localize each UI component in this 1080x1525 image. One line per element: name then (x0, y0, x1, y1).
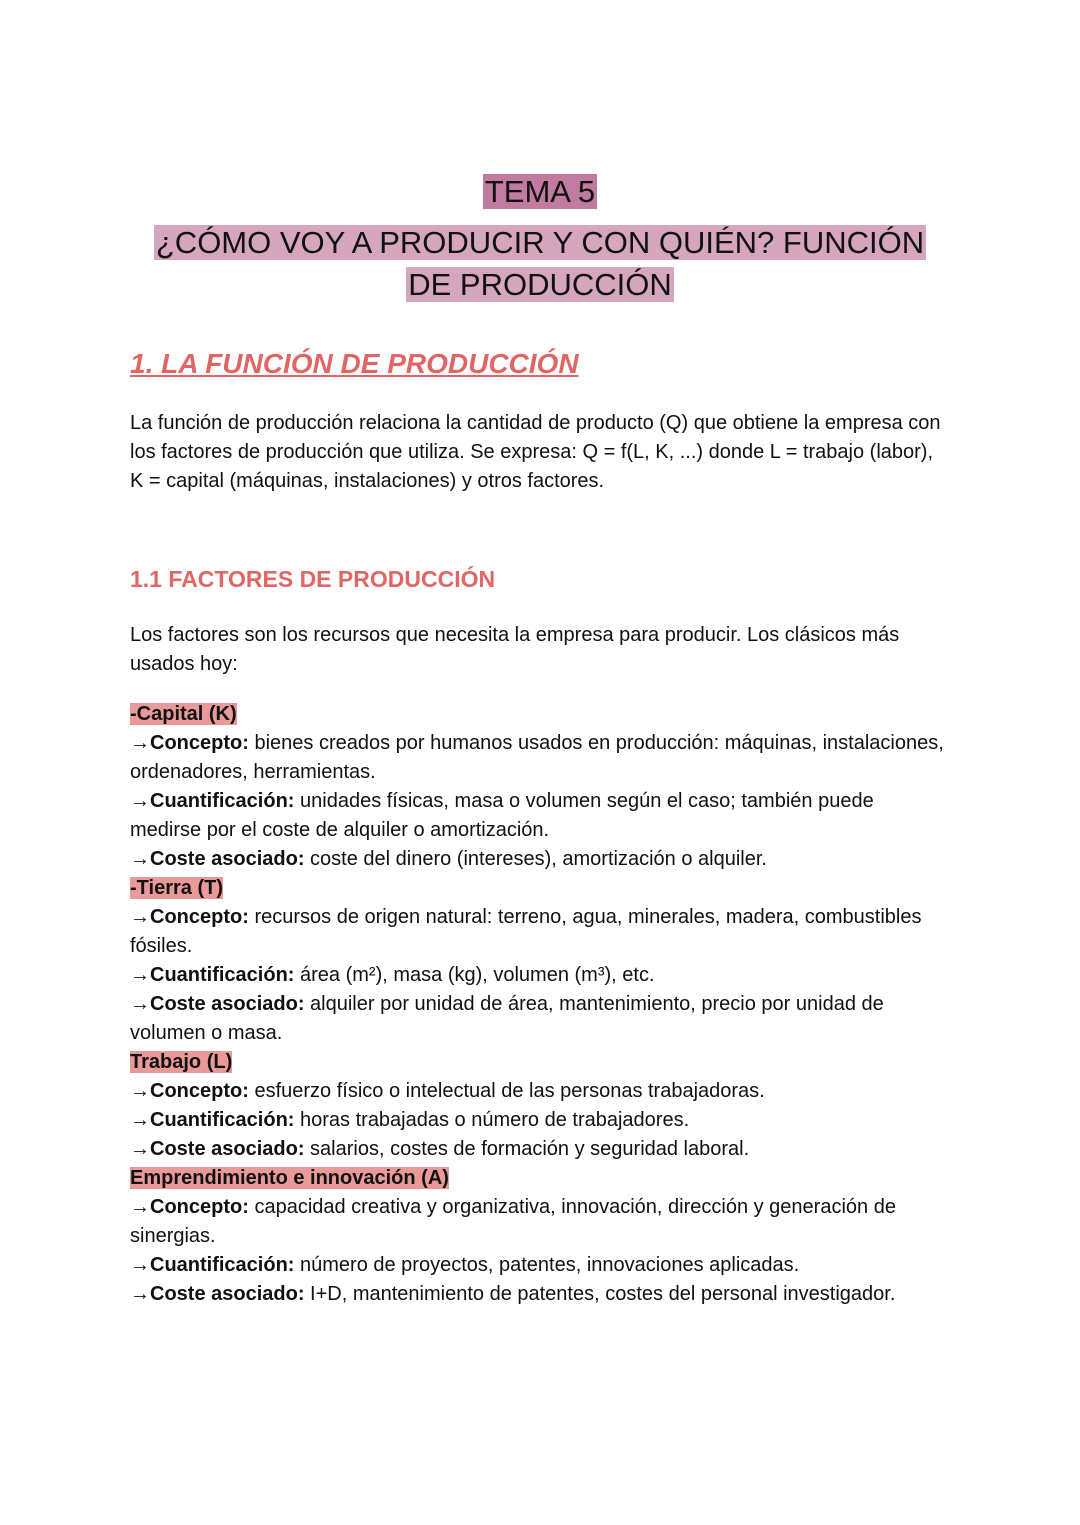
factor-item-label: →Concepto: (130, 906, 249, 928)
factor-item-text: recursos de origen natural: terreno, agua, minerales, madera, combustibles fósiles. (130, 906, 922, 957)
factor-item (130, 1106, 950, 1135)
factor-item-text: área (m²), masa (kg), volumen (m³), etc. (294, 964, 655, 986)
factor-block (130, 1164, 950, 1309)
factor-item-label: →Concepto: (130, 1196, 249, 1218)
factors-list (130, 700, 950, 1309)
section-heading: 1. LA FUNCIÓN DE PRODUCCIÓN (130, 348, 579, 379)
factor-item-text: horas trabajadas o número de trabajadores. (294, 1109, 690, 1131)
factor-item-text: coste del dinero (intereses), amortización o alquiler. (304, 848, 767, 870)
factor-item-label: →Coste asociado: (130, 848, 305, 870)
factor-item-text: capacidad creativa y organizativa, innovación, dirección y generación de sinergias. (130, 1196, 896, 1247)
section-paragraph: La función de producción relaciona la cantidad de producto (Q) que obtiene la empresa con los factores de producción que utiliza. Se expresa: Q = f(L, K, ...) donde L = trabajo (labor), K = capital (máquinas, instalaciones) y otros factores. (130, 412, 941, 492)
factor-item (130, 787, 950, 845)
factor-item (130, 1280, 950, 1309)
factor-item (130, 1193, 950, 1251)
subsection-heading: 1.1 FACTORES DE PRODUCCIÓN (130, 566, 496, 592)
factor-item-text: unidades físicas, masa o volumen según el caso; también puede medirse por el coste de alquiler o amortización. (130, 790, 874, 841)
factor-block (130, 1048, 950, 1164)
factor-name: -Tierra (T) (130, 877, 223, 899)
factor-item (130, 990, 950, 1048)
factor-name: Emprendimiento e innovación (A) (130, 1167, 449, 1189)
factor-item-text: esfuerzo físico o intelectual de las personas trabajadoras. (248, 1080, 765, 1102)
factor-item-text: I+D, mantenimiento de patentes, costes del personal investigador. (304, 1283, 896, 1305)
factor-item (130, 1251, 950, 1280)
factor-item (130, 1135, 950, 1164)
factor-name: Trabajo (L) (130, 1051, 233, 1073)
factor-item-label: →Coste asociado: (130, 1283, 305, 1305)
factor-block (130, 874, 950, 1048)
factor-item-text: número de proyectos, patentes, innovaciones aplicadas. (294, 1254, 800, 1276)
factor-item-label: →Coste asociado: (130, 1138, 305, 1160)
factor-item-label: →Cuantificación: (130, 964, 295, 986)
factor-item-text: bienes creados por humanos usados en producción: máquinas, instalaciones, ordenadores, herramientas. (130, 732, 944, 783)
factor-name: -Capital (K) (130, 703, 237, 725)
factor-item (130, 845, 950, 874)
factor-item-label: →Cuantificación: (130, 1109, 295, 1131)
document-subtitle: ¿CÓMO VOY A PRODUCIR Y CON QUIÉN? FUNCIÓN DE PRODUCCIÓN (155, 225, 925, 302)
factor-item (130, 1077, 950, 1106)
factor-item-label: →Concepto: (130, 732, 249, 754)
factor-item (130, 903, 950, 961)
subsection-intro: Los factores son los recursos que necesita la empresa para producir. Los clásicos más usados hoy: (130, 624, 900, 675)
factor-item (130, 729, 950, 787)
factor-item-label: →Concepto: (130, 1080, 249, 1102)
factor-item (130, 961, 950, 990)
factor-item-text: salarios, costes de formación y seguridad laboral. (304, 1138, 750, 1160)
factor-item-label: →Coste asociado: (130, 993, 305, 1015)
factor-item-label: →Cuantificación: (130, 1254, 295, 1276)
factor-item-text: alquiler por unidad de área, mantenimiento, precio por unidad de volumen o masa. (130, 993, 884, 1044)
tema-title: TEMA 5 (484, 174, 596, 209)
factor-block (130, 700, 950, 874)
factor-item-label: →Cuantificación: (130, 790, 295, 812)
